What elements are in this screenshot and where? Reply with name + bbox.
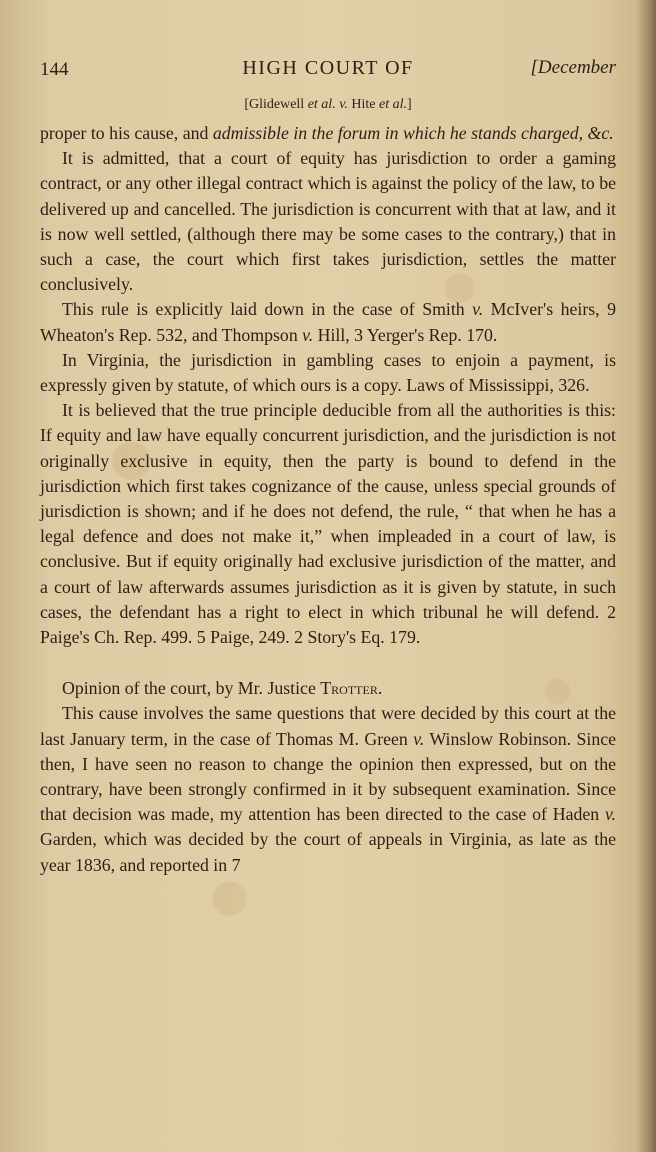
paragraph-2-part-c: Hill, 3 Yerger's Rep. 170. xyxy=(313,324,498,345)
paragraph-1: It is admitted, that a court of equity has jurisdiction to order a gaming contract, or any other illegal contract which is against the policy of the law, to be delivered up and cancelled. The jurisdiction is concurrent with that at law, and it is now well settled, (although there may be some cases to the contrary,) that in such a case, the court which first takes jurisdiction, settles the matter conclusively. xyxy=(40,148,616,295)
running-header xyxy=(40,55,616,87)
running-title: HIGH COURT OF xyxy=(242,57,414,79)
paragraph-5-part-b: Winslow Robinson. Since then, I have seen no reason to change the opinion then expressed, but on the contrary, have been strongly confirmed in it by subsequent examination. Since that decision was made, my attention has been directed to the case of Haden xyxy=(40,728,616,825)
page-body xyxy=(40,121,616,878)
running-term: [December xyxy=(530,57,616,78)
caption-close: ] xyxy=(407,97,412,112)
paragraph-5-part-c: Garden, which was decided by the court of appeals in Virginia, as late as the year 1836, and reported in 7 xyxy=(40,829,616,875)
paragraph-4: It is believed that the true principle deducible from all the authorities is this: If equity and law have equally concurrent jurisdiction, and the jurisdiction is not originally exclusive in equity, then the party is bound to defend in the jurisdiction which first takes cognizance of the cause, unless special grounds of jurisdiction is shown; and if he does not defend, the rule, “ that when he has a legal defence and does not make it,” when impleaded in a court of law, is conclusive. But if equity originally had exclusive jurisdiction of the matter, and a court of law afterwards assumes jurisdiction as it is given by statute, in such cases, the defendant has a right to elect in which tribunal he will defend. 2 Paige's Ch. Rep. 499. 5 Paige, 249. 2 Story's Eq. 179. xyxy=(40,400,616,648)
paragraph-5 xyxy=(40,701,616,877)
caption-etal-2: et al. xyxy=(379,97,407,112)
paragraph-2-part-a: This rule is explicitly laid down in the case of Smith xyxy=(62,299,473,320)
section-gap xyxy=(40,650,616,676)
case-caption xyxy=(40,97,616,121)
caption-open: [Glidewell xyxy=(244,97,308,112)
paragraph-2 xyxy=(40,297,616,347)
paragraph-continuation xyxy=(40,121,616,146)
caption-v: v. xyxy=(335,97,352,112)
opinion-heading xyxy=(40,676,616,701)
page-content xyxy=(40,55,616,878)
caption-etal-1: et al. xyxy=(307,97,336,112)
caption-party-2: Hite xyxy=(351,97,379,112)
paragraph-2-v2: v. xyxy=(302,324,314,345)
paragraph-2-part-b: McIver's heirs, 9 Wheaton's Rep. 532, and Thompson xyxy=(40,299,616,345)
opinion-period: . xyxy=(377,678,383,699)
opinion-judge: Trotter xyxy=(320,678,378,699)
page-number: 144 xyxy=(40,59,69,80)
page-gutter-shadow xyxy=(636,0,656,1152)
paragraph-0-italic: admissible in the forum in which he stands charged, &c. xyxy=(212,123,614,143)
paragraph-3: In Virginia, the jurisdiction in gambling cases to enjoin a payment, is expressly given by statute, of which ours is a copy. Laws of Mississippi, 326. xyxy=(40,349,616,396)
opinion-intro: Opinion of the court, by Mr. Justice xyxy=(62,678,321,699)
paragraph-2-v1: v. xyxy=(472,299,484,320)
paragraph-5-v2: v. xyxy=(604,804,616,825)
paragraph-5-v1: v. xyxy=(413,728,425,749)
paragraph-5-part-a: This cause involves the same questions that were decided by this court at the last January term, in the case of Thomas M. Green xyxy=(40,703,616,749)
paragraph-0-text: proper to his cause, and xyxy=(40,123,213,143)
